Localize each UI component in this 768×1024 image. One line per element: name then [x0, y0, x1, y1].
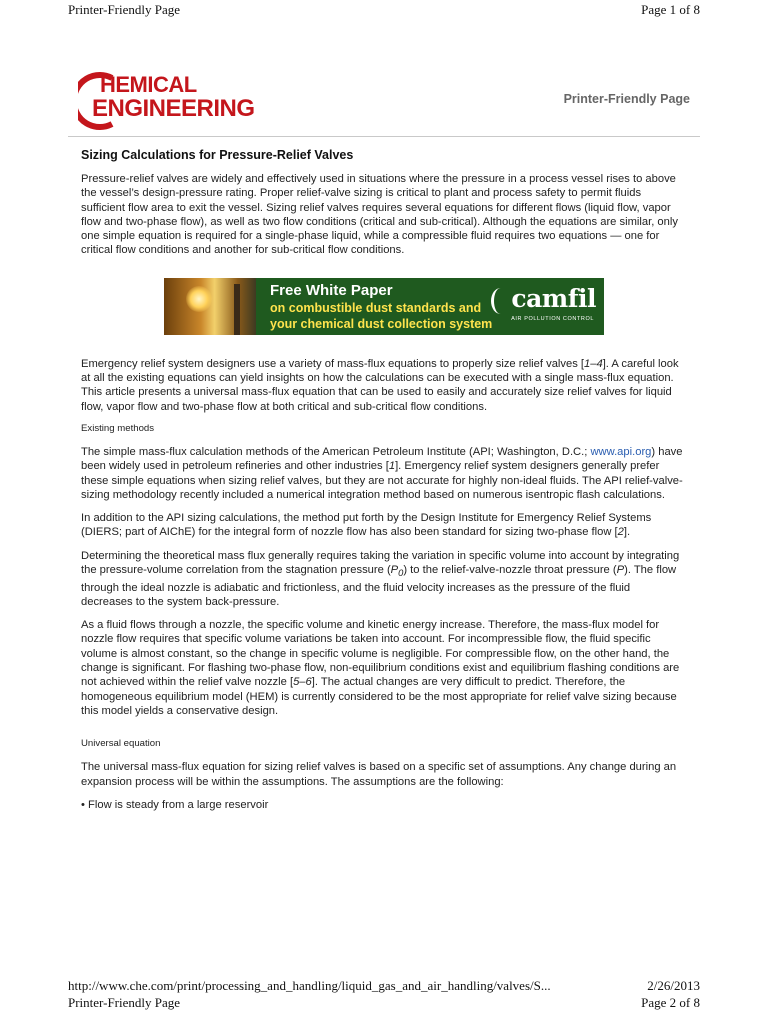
- variable-p: P: [616, 564, 625, 577]
- camfil-tagline: AIR POLLUTION CONTROL: [511, 315, 594, 322]
- printer-friendly-label: Printer-Friendly Page: [563, 92, 690, 106]
- article-title: Sizing Calculations for Pressure-Relief Valves: [81, 148, 354, 162]
- paragraph-relief-designers: Emergency relief system designers use a variety of mass-flux equations to properly size relief valves [1–4]. A careful look at all the existing equations can yield insights on how the calculations can be executed with a single mass-flux equation. This article presents a universal mass-flux equation that can be used to easily and accurately size relief valves for liquid flow, vapor flow and two-phase flow at both critical and sub-critical flow conditions.: [81, 357, 679, 413]
- paragraph-theoretical-mass-flux: Determining the theoretical mass flux generally requires taking the variation in specific volume into account by integrating the pressure-volume correlation from the stagnation pressure $(P_0)$ to the relief-valve-nozzle throat pressure (P). The flow through the ideal nozzle is adiabatic and frictionless, and the fluid velocity increases as the pressure of the fluid decreases to the system back-pressure.: [81, 549, 680, 608]
- citation: 2: [617, 526, 624, 539]
- intro-paragraph: Pressure-relief valves are widely and effectively used in situations where the pressure in a process vessel rises to above the vessel’s design-pressure rating. Proper relief-valve sizing is critical to plant and process safety to permit fluids sufficient flow area to exit the vessel. Sizing relief valves requires several equations for different flows (liquid flow, vapor flow and two-phase flow), as well as two flow conditions (critical and sub-critical). Although the equations are similar, only one simple equation is required for a single-phase liquid, while a compressible fluid requires two equations — one for critical flow conditions and another for sub-critical flow conditions.: [81, 173, 678, 257]
- page-url: http://www.che.com/print/processing_and_handling/liquid_gas_and_air_handling/valves/S...: [68, 978, 551, 993]
- section-heading-existing-methods: Existing methods: [81, 422, 155, 434]
- header-divider: [68, 136, 700, 137]
- citation: 1: [388, 460, 396, 473]
- white-paper-banner-ad[interactable]: [164, 278, 604, 335]
- list-item: • Flow is steady from a large reservoir: [81, 798, 269, 811]
- chemical-engineering-logo[interactable]: [78, 68, 274, 134]
- paragraph-universal-equation: The universal mass-flux equation for sizing relief valves is based on a specific set of assumptions. Any change during an expansion process will be within the assumptions. The assumptions are the following:: [81, 761, 677, 788]
- print-date: 2/26/2013: [647, 978, 700, 993]
- section-heading-universal-equation: Universal equation: [81, 738, 161, 750]
- camfil-swoosh-icon: [491, 288, 510, 314]
- next-page-number: Page 2 of 8: [641, 995, 700, 1010]
- next-page-header: [68, 995, 700, 1011]
- paragraph-api-methods: The simple mass-flux calculation methods of the American Petroleum Institute (API; Washington, D.C.; www.api.org) have been widely used in petroleum refineries and other industries [1]. Emergency relief system designers generally prefer these simple equations when sizing relief valves, but they are not accurate for highly non-ideal fluids. The API relief-valve-sizing methodology recently included a numerical integration method based on numerous isentropic flash calculations.: [81, 445, 683, 501]
- api-org-link[interactable]: www.api.org: [590, 445, 652, 458]
- page-number: Page 1 of 8: [641, 2, 700, 17]
- article-body: [81, 148, 683, 821]
- banner-line-1: on combustible dust standards and: [270, 300, 482, 315]
- banner-line-2: your chemical dust collection system: [270, 316, 493, 331]
- industrial-photo-icon: [164, 278, 256, 335]
- light-glow: [186, 286, 212, 312]
- paragraph-diers: In addition to the API sizing calculations, the method put forth by the Design Institute for Emergency Relief Systems (DIERS; part of AIChE) for the integral form of nozzle flow has also been standard for sizing two-phase flow [2].: [81, 512, 652, 539]
- citation: 5–6: [293, 676, 312, 689]
- variable-p0: $P_0$: [390, 564, 404, 579]
- print-header-title: Printer-Friendly Page: [68, 2, 181, 17]
- svg-text:HEMICAL: HEMICAL: [100, 72, 197, 97]
- print-header: [68, 2, 700, 18]
- svg-text:ENGINEERING: ENGINEERING: [92, 95, 255, 122]
- print-footer: [68, 978, 700, 994]
- masthead: [78, 68, 690, 136]
- camfil-logo: camfil: [511, 283, 596, 313]
- pole-shape: [234, 284, 240, 335]
- paragraph-nozzle-flow: As a fluid flows through a nozzle, the specific volume and kinetic energy increase. Therefore, the mass-flux model for nozzle flow requires that specific volume variations be taken into account. For incompressible flow, the fluid specific volume is almost constant, so the change in specific volume is negligible. For compressible flow, on the other hand, the change is significant. For flashing two-phase flow, non-equilibrium conditions exist and equilibrium flashing conditions are not achieved within the relief valve nozzle [5–6]. The actual changes are very difficult to predict. Therefore, the homogeneous equilibrium model (HEM) is currently considered to be the most appropriate for relief valve sizing because this model yields a conservative design.: [81, 619, 680, 717]
- citation: 1–4: [584, 357, 603, 370]
- next-page-title: Printer-Friendly Page: [68, 995, 181, 1010]
- banner-title: Free White Paper: [270, 281, 393, 299]
